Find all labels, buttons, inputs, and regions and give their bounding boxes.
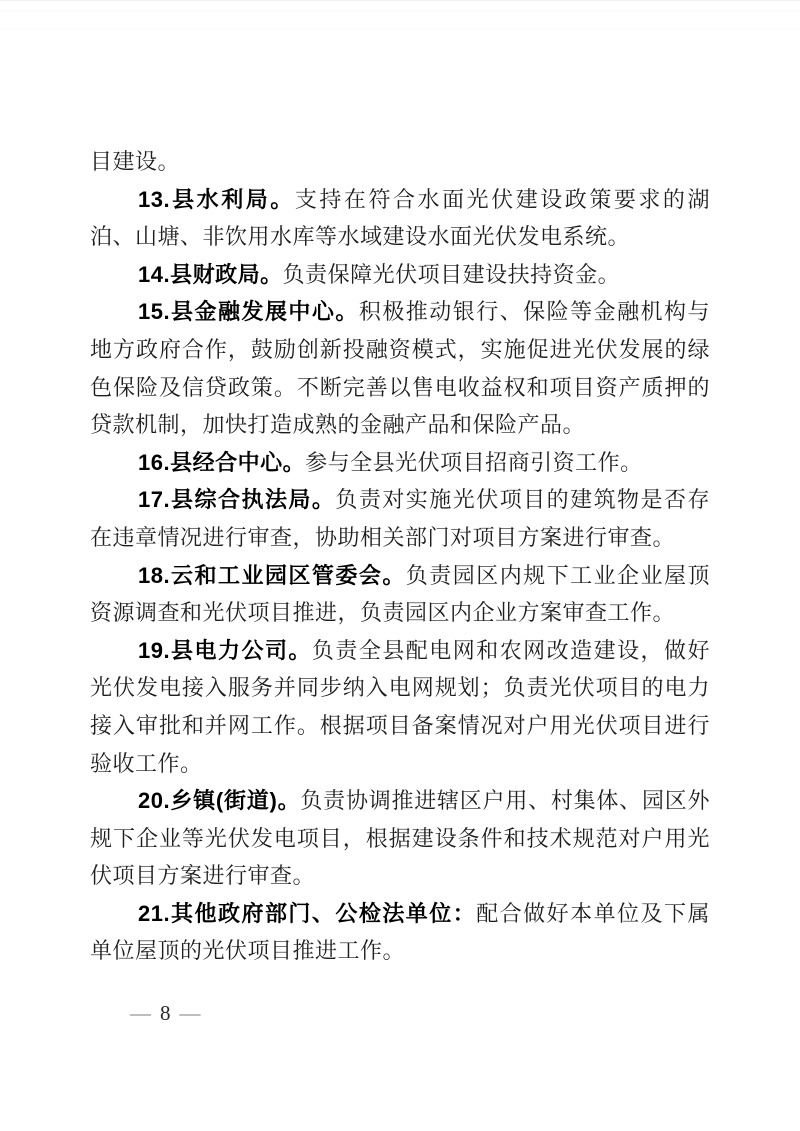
paragraph-lead: 13.县水利局。 <box>138 186 295 212</box>
paragraph <box>90 481 710 556</box>
paragraph-lead: 20.乡镇(街道)。 <box>138 788 301 814</box>
paragraph-text: 负责全县配电网和农网改造建设，做好光伏发电接入服务并同步纳入电网规划；负责光伏项目的电力接入审批和并网工作。根据项目备案情况对户用光伏项目进行验收工作。 <box>90 637 710 776</box>
paragraph-text: 负责园区内规下工业企业屋顶资源调查和光伏项目推进，负责园区内企业方案审查工作。 <box>90 562 710 626</box>
paragraph-text: 目建设。 <box>90 149 181 174</box>
paragraph-lead: 16.县经合中心。 <box>138 449 306 475</box>
paragraph <box>90 143 710 181</box>
page-number-right-dash: — <box>179 1001 201 1025</box>
paragraph-text: 负责协调推进辖区户用、村集体、园区外规下企业等光伏发电项目，根据建设条件和技术规范对户用光伏项目方案进行审查。 <box>90 788 710 889</box>
paragraph <box>90 181 710 256</box>
paragraph-text: 配合做好本单位及下属单位屋顶的光伏项目推进工作。 <box>90 900 710 964</box>
page-number-left-dash: — <box>130 1001 151 1025</box>
paragraph <box>90 293 710 443</box>
paragraph-text: 支持在符合水面光伏建设政策要求的湖泊、山塘、非饮用水库等水域建设水面光伏发电系统。 <box>90 186 710 250</box>
paragraph-lead: 17.县综合执法局。 <box>138 487 336 513</box>
page-number <box>121 999 210 1027</box>
paragraph-text: 负责保障光伏项目建设扶持资金。 <box>282 261 621 287</box>
paragraph <box>90 444 710 482</box>
paragraph <box>90 557 710 632</box>
paragraph-lead: 18.云和工业园区管委会。 <box>138 562 406 588</box>
paragraph <box>90 256 710 294</box>
document-body <box>90 143 710 970</box>
paragraph-lead: 19.县电力公司。 <box>138 637 312 663</box>
paragraph <box>90 895 710 970</box>
paragraph <box>90 782 710 895</box>
page-number-value: 8 <box>160 1001 171 1025</box>
paragraph-lead: 21.其他政府部门、公检法单位： <box>138 900 477 926</box>
paragraph-text: 负责对实施光伏项目的建筑物是否存在违章情况进行审查，协助相关部门对项目方案进行审查。 <box>90 487 710 550</box>
paragraph-lead: 14.县财政局。 <box>138 261 283 287</box>
paragraph-lead: 15.县金融发展中心。 <box>138 299 359 325</box>
paragraph-text: 参与全县光伏项目招商引资工作。 <box>305 449 643 475</box>
paragraph-text: 积极推动银行、保险等金融机构与地方政府合作，鼓励创新投融资模式，实施促进光伏发展的绿色保险及信贷政策。不断完善以售电收益权和项目资产质押的贷款机制，加快打造成熟的金融产品和保险产品。 <box>90 299 710 438</box>
paragraph <box>90 632 710 782</box>
